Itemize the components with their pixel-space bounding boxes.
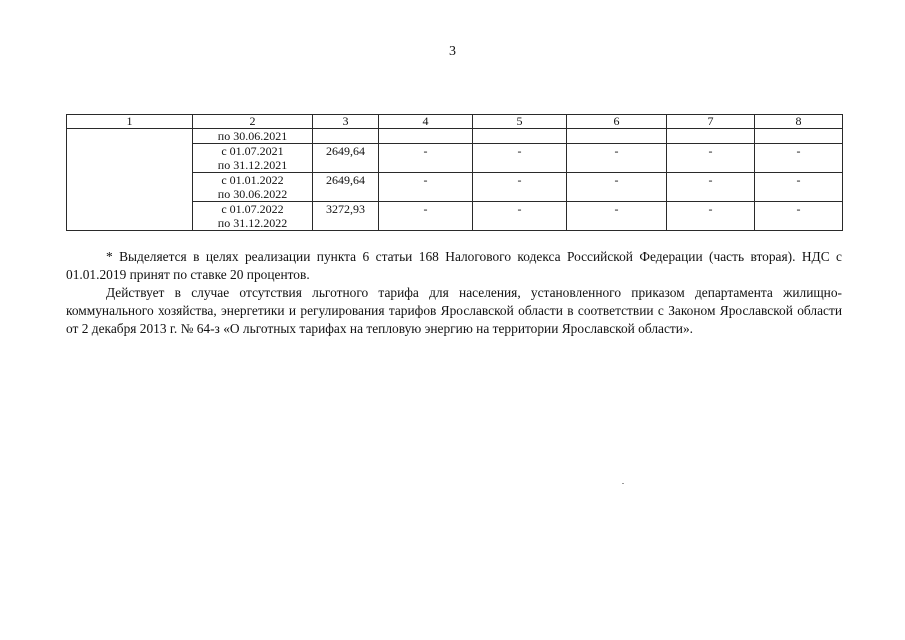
value-cell: 2649,64 <box>313 144 379 173</box>
cell <box>473 129 567 144</box>
cell: - <box>379 202 473 231</box>
notes-section <box>66 248 842 338</box>
cell: - <box>473 144 567 173</box>
cell <box>567 129 667 144</box>
period-cell <box>193 202 313 231</box>
period-cell <box>193 173 313 202</box>
period-end: по 30.06.2022 <box>217 187 288 201</box>
page-number: 3 <box>449 44 456 59</box>
col-header-5: 5 <box>473 115 567 129</box>
col-header-8: 8 <box>755 115 843 129</box>
col-header-6: 6 <box>567 115 667 129</box>
period-cell <box>193 129 313 144</box>
table-row <box>67 129 843 144</box>
col-header-7: 7 <box>667 115 755 129</box>
col-header-3: 3 <box>313 115 379 129</box>
col-header-2: 2 <box>193 115 313 129</box>
cell: - <box>379 144 473 173</box>
value-cell <box>313 129 379 144</box>
cell: - <box>667 202 755 231</box>
footnote: * Выделяется в целях реализации пункта 6 статьи 168 Налогового кодекса Российской Федерации (часть вторая). НДС с 01.01.2019 принят по ставке 20 процентов. <box>66 249 842 282</box>
cell: - <box>567 144 667 173</box>
scan-speck <box>622 483 624 484</box>
cell: - <box>473 202 567 231</box>
period-end: по 31.12.2021 <box>217 158 288 172</box>
cell: - <box>567 202 667 231</box>
period-start: с 01.07.2022 <box>221 202 284 216</box>
cell: - <box>667 144 755 173</box>
merged-cell-col1 <box>67 129 193 231</box>
cell: - <box>667 173 755 202</box>
cell: - <box>379 173 473 202</box>
period-start: с 01.07.2021 <box>221 144 284 158</box>
period-end: по 31.12.2022 <box>217 216 288 230</box>
col-header-4: 4 <box>379 115 473 129</box>
period-end: по 30.06.2021 <box>217 129 288 143</box>
header-row <box>67 115 843 129</box>
period-start: с 01.01.2022 <box>221 173 284 187</box>
cell: - <box>473 173 567 202</box>
tariff-table <box>66 114 843 231</box>
cell: - <box>755 173 843 202</box>
cell <box>379 129 473 144</box>
cell: - <box>755 144 843 173</box>
cell: - <box>755 202 843 231</box>
period-cell <box>193 144 313 173</box>
note-paragraph: Действует в случае отсутствия льготного тарифа для населения, установленного приказом департамента жилищно-коммунального хозяйства, энергетики и регулирования тарифов Ярославской области в соответствии с Законом Ярославской области от 2 декабря 2013 г. № 64-з «О льготных тарифах на тепловую энергию на территории Ярославской области». <box>66 285 842 336</box>
cell <box>667 129 755 144</box>
value-cell: 2649,64 <box>313 173 379 202</box>
value-cell: 3272,93 <box>313 202 379 231</box>
cell <box>755 129 843 144</box>
cell: - <box>567 173 667 202</box>
col-header-1: 1 <box>67 115 193 129</box>
